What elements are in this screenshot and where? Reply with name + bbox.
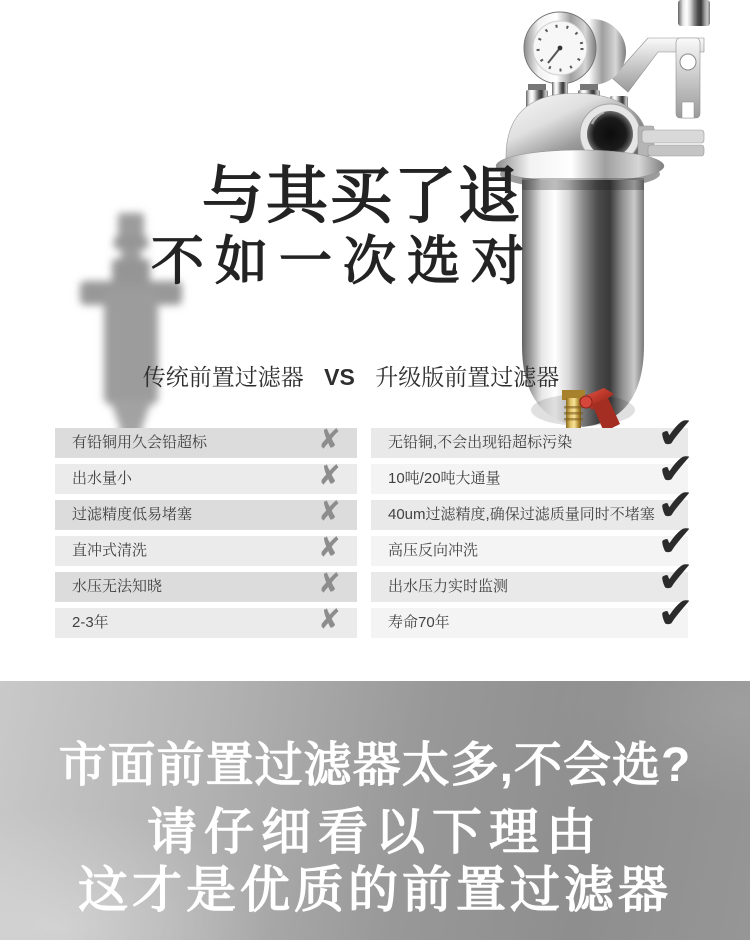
vs-bar	[0, 359, 702, 392]
drawback-label: 出水量小	[72, 470, 133, 487]
comparison-row-old	[55, 603, 357, 638]
footer-line2: 请仔细看以下理由	[147, 804, 603, 860]
check-icon: ✔	[657, 409, 694, 458]
headline-line2: 不如一次选对	[151, 232, 535, 291]
drawback-label: 2-3年	[72, 614, 109, 631]
benefit-label: 高压反向冲洗	[388, 542, 479, 559]
benefit-label: 无铅铜,不会出现铅超标污染	[388, 434, 573, 451]
old-filter-column	[55, 423, 357, 644]
drawback-label: 水压无法知晓	[72, 578, 163, 595]
comparison-row-new	[371, 517, 694, 566]
comparison-row-new	[371, 553, 694, 602]
comparison-row-old	[55, 531, 357, 566]
benefit-label: 寿命70年	[388, 614, 450, 631]
inlet-pipe	[678, 0, 710, 26]
footer-line1: 市面前置过滤器太多,不会选?	[58, 739, 692, 792]
new-filter-column	[371, 409, 694, 644]
comparison-row-old	[55, 495, 357, 530]
comparison-row-new	[371, 445, 694, 494]
comparison-row-new	[371, 589, 694, 638]
drawback-label: 直冲式清洗	[72, 542, 148, 559]
benefit-label: 40um过滤精度,确保过滤质量同时不堵塞	[388, 506, 655, 523]
benefit-label: 出水压力实时监测	[388, 578, 509, 595]
check-icon: ✔	[657, 553, 694, 602]
headline-line1: 与其买了退	[201, 162, 522, 231]
comparison-row-new	[371, 409, 694, 458]
pressure-gauge-icon	[524, 12, 626, 96]
check-icon: ✔	[657, 517, 694, 566]
cross-icon: ✘	[317, 459, 341, 493]
drawback-label: 有铅铜用久会铅超标	[72, 434, 208, 451]
footer-banner	[0, 681, 750, 940]
traditional-filter-label: 传统前置过滤器	[142, 364, 304, 390]
cross-icon: ✘	[317, 603, 341, 637]
check-icon: ✔	[657, 481, 694, 530]
benefit-label: 10吨/20吨大通量	[388, 470, 501, 487]
vs-label: VS	[324, 364, 355, 390]
comparison-row-old	[55, 459, 357, 494]
comparison-row-new	[371, 481, 694, 530]
cross-icon: ✘	[317, 423, 341, 457]
footer-line3: 这才是优质的前置过滤器	[78, 862, 672, 918]
cross-icon: ✘	[317, 531, 341, 565]
upgraded-filter-label: 升级版前置过滤器	[375, 364, 560, 390]
drawback-label: 过滤精度低易堵塞	[72, 506, 193, 523]
comparison-row-old	[55, 423, 357, 458]
cross-icon: ✘	[317, 567, 341, 601]
comparison-row-old	[55, 567, 357, 602]
cross-icon: ✘	[317, 495, 341, 529]
check-icon: ✔	[657, 445, 694, 494]
check-icon: ✔	[657, 589, 694, 638]
